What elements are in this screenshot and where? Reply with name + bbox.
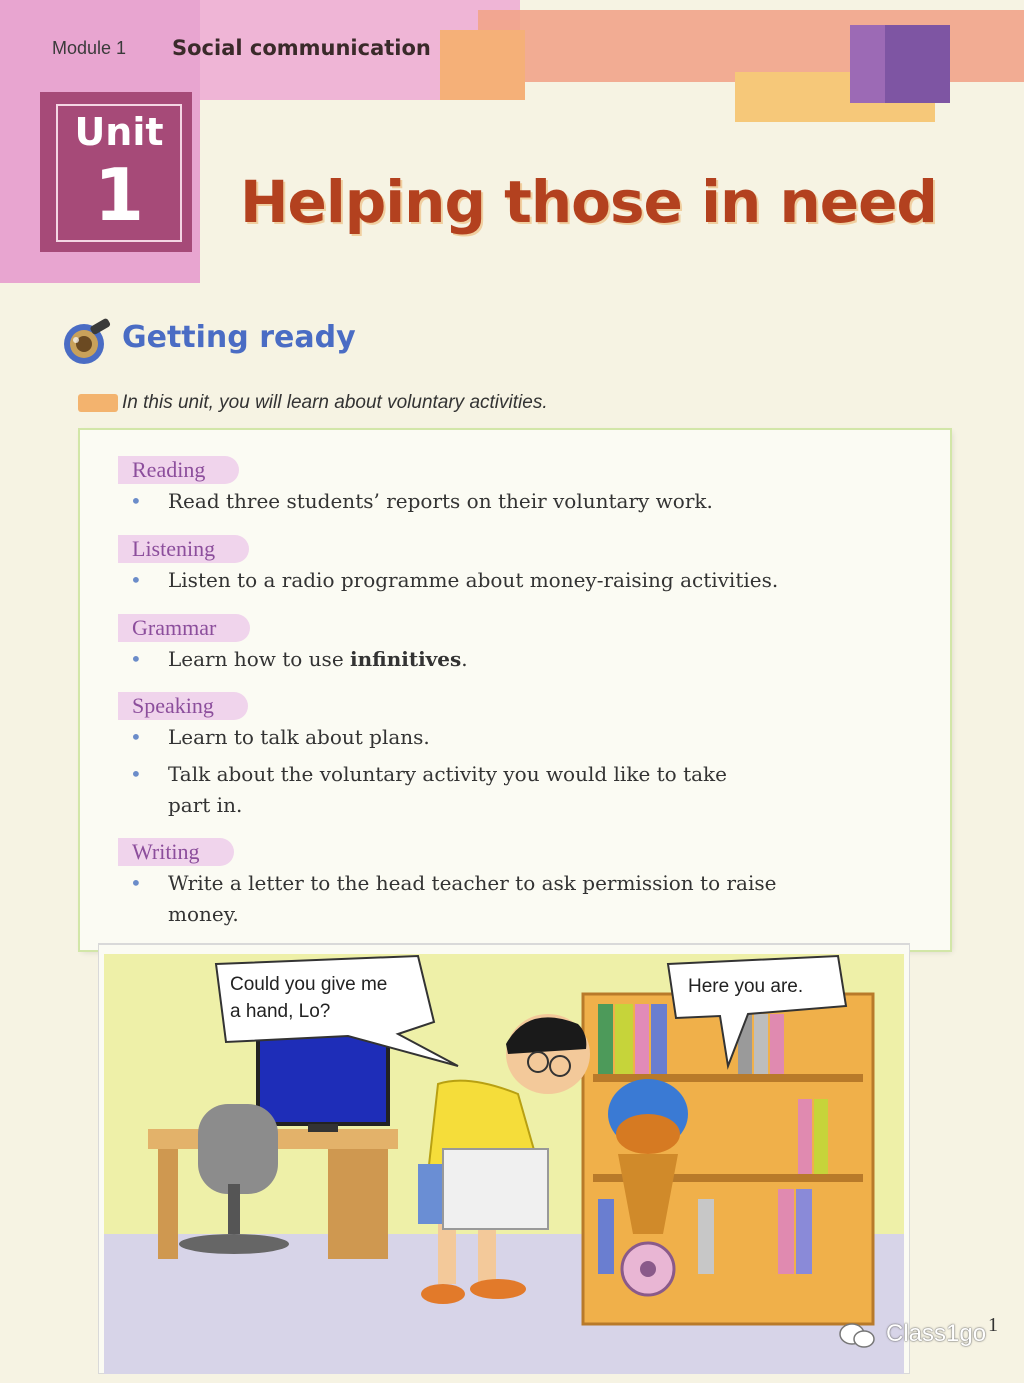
bullet-item: • Write a letter to the head teacher to ask permission to raise money. <box>118 868 788 930</box>
bullet-item: • Read three students’ reports on their voluntary work. <box>118 486 848 517</box>
bullet-text-end: . <box>461 647 468 671</box>
getting-ready-heading: Getting ready <box>122 320 356 355</box>
section-writing <box>118 838 788 930</box>
section-reading <box>118 456 848 517</box>
section-grammar <box>118 614 848 675</box>
watermark: Class1go <box>886 1320 987 1347</box>
intro-marker <box>78 394 118 412</box>
wechat-icon <box>838 1322 878 1350</box>
intro-text: In this unit, you will learn about voluntary activities. <box>122 392 548 413</box>
section-listening <box>118 535 928 596</box>
module-label: Module 1 <box>52 38 127 58</box>
header-purple-block-dark <box>885 25 950 103</box>
unit-word: Unit <box>74 110 164 154</box>
bullet-text: Learn how to use <box>168 647 351 671</box>
section-tag: Speaking <box>118 692 248 720</box>
bullet-item: • Learn to talk about plans. <box>118 722 848 753</box>
bullet-item: • Talk about the voluntary activity you would like to take part in. <box>118 759 768 821</box>
speech-bubble-left-line2: a hand, Lo? <box>230 1001 331 1022</box>
bullet-item <box>118 644 848 675</box>
section-tag: Writing <box>118 838 234 866</box>
unit-number: 1 <box>93 153 145 237</box>
bullet-item: • Listen to a radio programme about money-raising activities. <box>118 565 928 596</box>
unit-title: Helping those in need <box>240 168 937 236</box>
section-tag: Grammar <box>118 614 250 642</box>
telescope-icon <box>62 318 114 366</box>
speech-bubble-right: Here you are. <box>688 976 804 997</box>
bullet-bold-term: infinitives <box>350 647 462 671</box>
section-tag: Listening <box>118 535 249 563</box>
section-speaking <box>118 692 848 821</box>
cartoon-illustration <box>98 934 910 1374</box>
module-title: Social communication <box>172 36 431 60</box>
section-tag: Reading <box>118 456 239 484</box>
speech-bubble-left-line1: Could you give me <box>230 974 388 995</box>
page-number: 1 <box>988 1314 998 1336</box>
header-orange-block <box>440 30 525 100</box>
